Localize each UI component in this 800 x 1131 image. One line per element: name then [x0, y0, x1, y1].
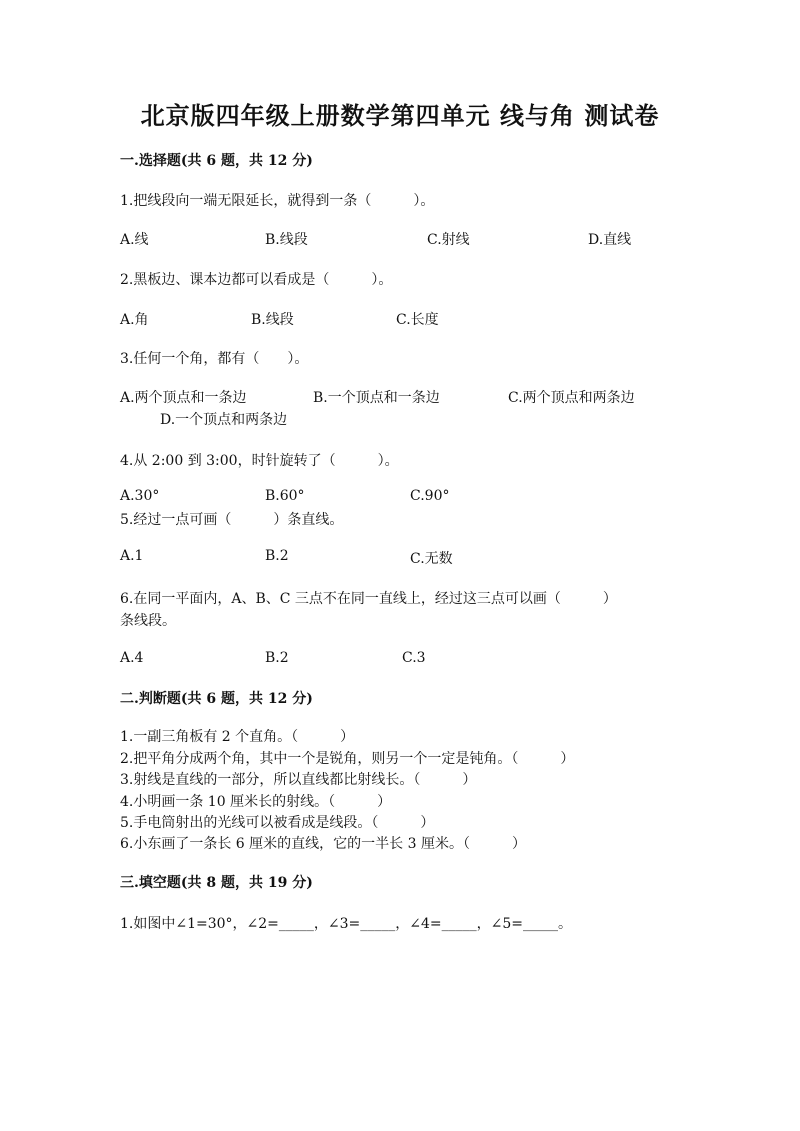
q2-option-a: A.角 [120, 312, 149, 328]
q1-option-d: D.直线 [588, 232, 632, 248]
judgment-item-5: 5.手电筒射出的光线可以被看成是线段。（ ） [120, 815, 435, 831]
judgment-item-4: 4.小明画一条 10 厘米长的射线。（ ） [120, 794, 392, 810]
question-4: 4.从 2:00 到 3:00，时针旋转了（ ）。 [120, 453, 399, 469]
q6-option-a: A.4 [120, 650, 144, 666]
question-6-line-2: 条线段。 [120, 613, 176, 629]
q4-option-c: C.90° [410, 488, 450, 504]
q3-option-c: C.两个顶点和两条边 [508, 390, 635, 406]
question-2: 2.黑板边、课本边都可以看成是（ ）。 [120, 272, 393, 288]
section-heading-judgment: 二.判断题(共 6 题，共 12 分) [120, 691, 313, 707]
q5-option-b: B.2 [265, 548, 289, 564]
judgment-item-3: 3.射线是直线的一部分，所以直线都比射线长。（ ） [120, 772, 477, 788]
q4-option-a: A.30° [120, 488, 160, 504]
q2-option-c: C.长度 [396, 312, 439, 328]
question-6-line-1: 6.在同一平面内，A、B、C 三点不在同一直线上，经过这三点可以画（ ） [120, 591, 617, 607]
page-title: 北京版四年级上册数学第四单元 线与角 测试卷 [140, 101, 660, 130]
q5-option-c: C.无数 [410, 551, 453, 567]
judgment-item-2: 2.把平角分成两个角，其中一个是锐角，则另一个一定是钝角。（ ） [120, 751, 575, 767]
q3-option-d: D.一个顶点和两条边 [160, 412, 288, 428]
q3-option-a: A.两个顶点和一条边 [120, 390, 247, 406]
q2-option-b: B.线段 [251, 312, 294, 328]
judgment-item-1: 1.一副三角板有 2 个直角。（ ） [120, 729, 355, 745]
question-3: 3.任何一个角，都有（ ）。 [120, 351, 309, 367]
section-heading-choice: 一.选择题(共 6 题，共 12 分) [120, 153, 313, 169]
question-1: 1.把线段向一端无限延长，就得到一条（ ）。 [120, 193, 435, 209]
q6-option-b: B.2 [265, 650, 289, 666]
fill-in-question-1: 1.如图中∠1=30°，∠2=_____，∠3=_____，∠4=_____，∠5=_____。 [120, 916, 573, 932]
q1-option-c: C.射线 [427, 232, 470, 248]
q4-option-b: B.60° [265, 488, 305, 504]
section-heading-fill-in: 三.填空题(共 8 题，共 19 分) [120, 875, 313, 891]
q3-option-b: B.一个顶点和一条边 [313, 390, 440, 406]
q5-option-a: A.1 [120, 548, 144, 564]
question-5: 5.经过一点可画（ ）条直线。 [120, 512, 344, 528]
q1-option-a: A.线 [120, 232, 149, 248]
q1-option-b: B.线段 [265, 232, 308, 248]
q6-option-c: C.3 [402, 650, 426, 666]
judgment-item-6: 6.小东画了一条长 6 厘米的直线，它的一半长 3 厘米。（ ） [120, 836, 526, 852]
